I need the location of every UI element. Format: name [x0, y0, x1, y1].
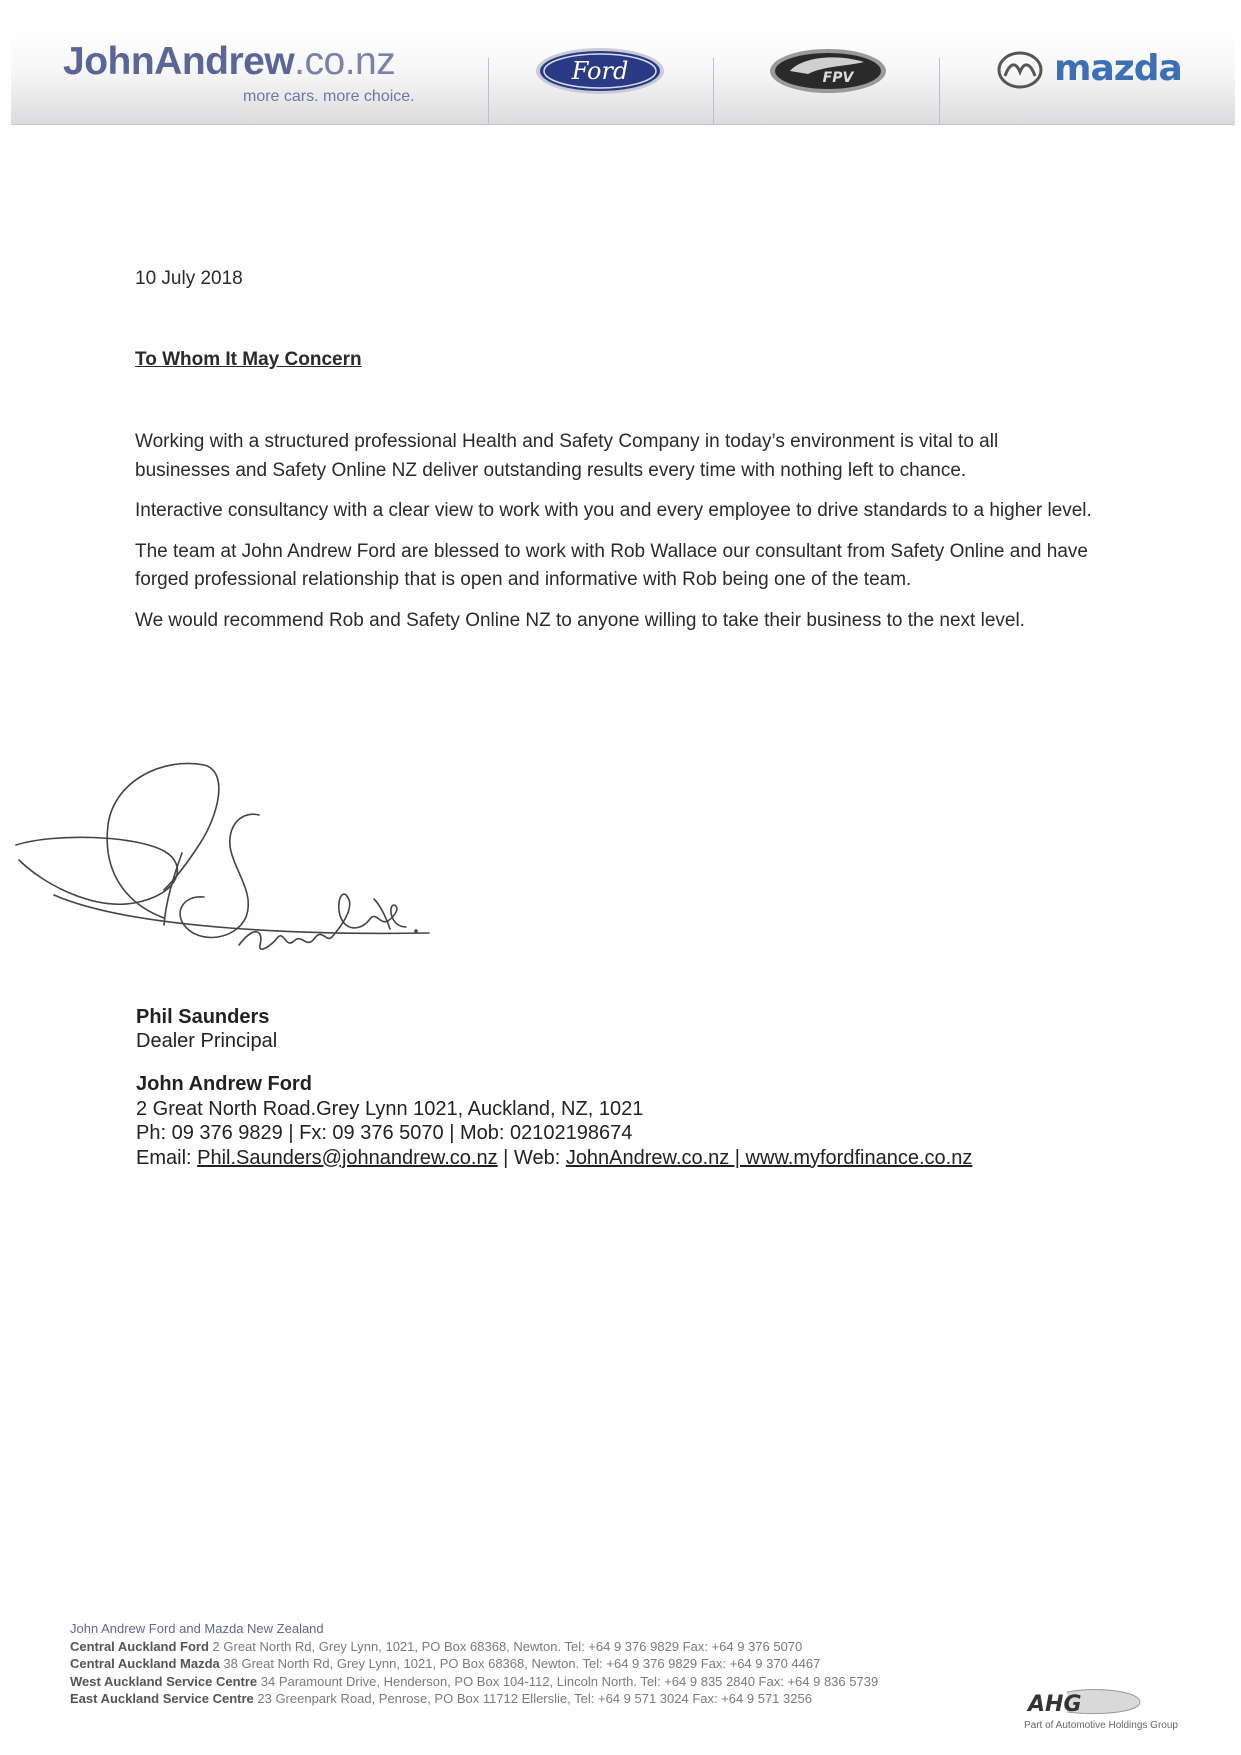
web-label: | Web: [497, 1146, 566, 1169]
company-address: 2 Great North Road.Grey Lynn 1021, Auckland, NZ, 1021 [136, 1097, 644, 1120]
location-detail: 2 Great North Rd, Grey Lynn, 1021, PO Box 68368, Newton. Tel: +64 9 376 9829 Fax: +64 9 376 5070 [208, 1638, 803, 1654]
company-name: John Andrew Ford [136, 1073, 312, 1095]
location-name: East Auckland Service Centre [70, 1691, 254, 1706]
ford-oval-icon [534, 46, 666, 96]
ahg-logo [1022, 1686, 1142, 1718]
location-detail: 34 Paramount Drive, Henderson, PO Box 104-112, Lincoln North. Tel: +64 9 835 2840 Fax: +64 9 836 5739 [257, 1673, 879, 1689]
letter-date: 10 July 2018 [135, 268, 243, 289]
johnandrew-logo [63, 40, 415, 105]
body-paragraph: The team at John Andrew Ford are blessed to work with Rob Wallace our consultant from Safety Online and have forged professional relationship that is open and informative with Rob being one of the team. [135, 540, 1088, 590]
body-paragraph: Interactive consultancy with a clear view to work with you and every employee to drive standards to a higher level. [135, 500, 1092, 521]
page-footer [70, 1620, 878, 1708]
location-name: Central Auckland Ford [70, 1638, 209, 1654]
fpv-logo-text: FPV [822, 70, 854, 86]
brand-domain: .co.nz [294, 40, 396, 83]
salutation: To Whom It May Concern [135, 349, 362, 370]
signatory-name: Phil Saunders [136, 1006, 270, 1028]
body-paragraph: Working with a structured professional Health and Safety Company in today’s environment is vital to all businesses and Safety Online NZ deliver outstanding results every time with nothing left to chance. [135, 431, 999, 481]
signatory-title: Dealer Principal [136, 1030, 278, 1052]
location-detail: 23 Greenpark Road, Penrose, PO Box 11712 Ellerslie, Tel: +64 9 571 3024 Fax: +64 9 571 3256 [253, 1691, 812, 1706]
mazda-wordmark: mazda [1054, 48, 1182, 89]
footer-location [70, 1673, 878, 1691]
email-link[interactable]: Phil.Saunders@johnandrew.co.nz [197, 1146, 498, 1169]
footer-location [70, 1690, 878, 1708]
letter-body [135, 428, 1095, 647]
company-block [136, 1072, 972, 1170]
fpv-badge-icon [768, 46, 888, 96]
header-divider [713, 58, 714, 124]
body-paragraph: We would recommend Rob and Safety Online NZ to anyone willing to take their business to the next level. [135, 609, 1025, 631]
header-divider [488, 58, 489, 124]
mazda-icon [996, 50, 1044, 90]
footer-location [70, 1655, 878, 1673]
ford-logo-text: Ford [571, 57, 629, 85]
location-name: Central Auckland Mazda [70, 1656, 220, 1671]
signatory-block [136, 1005, 277, 1053]
company-contact-line [136, 1146, 972, 1171]
brand-name: JohnAndrew [63, 40, 295, 83]
footer-heading: John Andrew Ford and Mazda New Zealand [70, 1621, 324, 1636]
ahg-tagline: Part of Automotive Holdings Group [1024, 1720, 1178, 1731]
location-detail: 38 Great North Rd, Grey Lynn, 1021, PO Box 68368, Newton. Tel: +64 9 376 9829 Fax: +64 9 370 4467 [219, 1656, 821, 1671]
web-link[interactable]: JohnAndrew.co.nz | www.myfordfinance.co.nz [565, 1146, 973, 1169]
company-phones: Ph: 09 376 9829 | Fx: 09 376 5070 | Mob: 02102198674 [136, 1122, 633, 1144]
letterhead-banner [11, 30, 1235, 125]
handwritten-signature [14, 755, 484, 1000]
email-label: Email: [136, 1146, 198, 1169]
header-divider [939, 58, 940, 124]
location-name: West Auckland Service Centre [70, 1673, 258, 1689]
ahg-logo-text: AHG [1028, 1692, 1082, 1717]
brand-tagline: more cars. more choice. [243, 88, 415, 105]
footer-location [70, 1638, 878, 1656]
